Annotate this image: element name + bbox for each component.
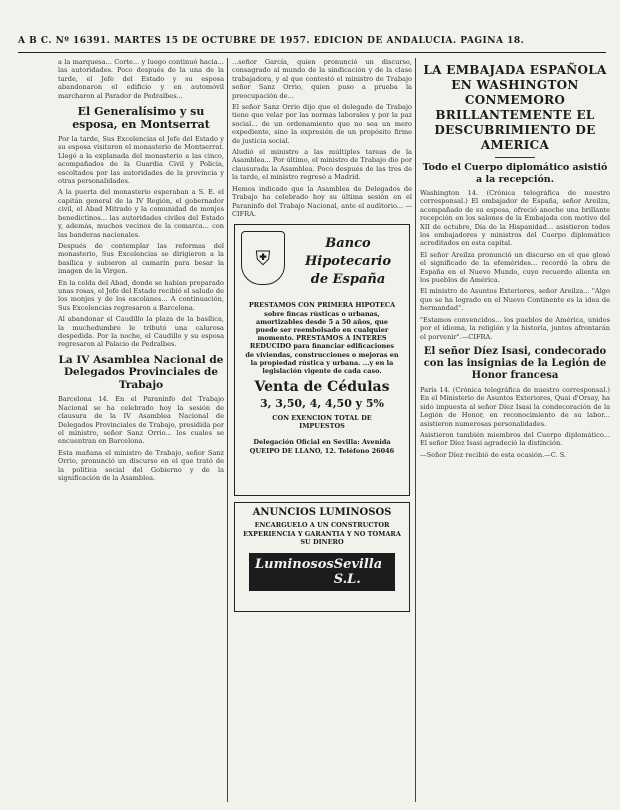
- paragraph: "Estamos convencidos... los pueblos de América, unidos por el idioma, la religión y la historia, juntos afrontarán el porvenir".—CIFRA.: [420, 315, 610, 341]
- headline-embajada: LA EMBAJADA ESPAÑOLA EN WASHINGTON CONMEMORO BRILLANTEMENTE EL DESCUBRIMIENTO DE AMERICA: [423, 63, 607, 152]
- column-1: [58, 58, 224, 804]
- paragraph: El señor Areilza pronunció un discurso en el que glosó el significado de la efemérides... recordó la obra de España en el Nuevo Mundo, cuyo recuerdo alienta en los pueblos de América.: [420, 250, 610, 285]
- column-divider: [415, 58, 416, 802]
- luminosos-logo: [249, 553, 395, 591]
- paragraph: Después de contemplar las reformas del monasterio, Sus Excelencias se dirigieron a la basílica y subieron al camarín para besar la imagen de la Virgen.: [58, 241, 224, 276]
- column-divider: [227, 58, 228, 802]
- paragraph: Esta mañana el ministro de Trabajo, señor Sanz Orrio, pronunció un discurso en el que trató de la política social del Gobierno y de la significación de la Asamblea.: [58, 448, 224, 482]
- page-header: A B C. Nº 16391. MARTES 15 DE OCTUBRE DE 1957. EDICION DE ANDALUCIA. PAGINA 18.: [18, 36, 525, 46]
- headline-diez-isasi: El señor Díez Isasi, condecorado con las insignias de la Legión de Honor francesa: [423, 345, 607, 381]
- paragraph: ...señor García, quien pronunció un discurso, consagrado al mundo de la sindicación y de la clase trabajadora, y al que contestó el ministro de Trabajo señor Sanz Orrio, quien puso a prueba la preocupación de...: [232, 58, 412, 100]
- paragraph: Hemos indicado que la Asamblea de Delegados de Trabajo ha celebrado hoy su última sesión en el Paraninfo del Trabajo Nacional, ante el auditorio... —CIFRA.: [232, 184, 412, 218]
- bank-name-line-1: Banco Hipotecario: [304, 236, 392, 270]
- headline-asamblea: La IV Asamblea Nacional de Delegados Provinciales de Trabajo: [58, 353, 224, 391]
- paragraph: Por la tarde, Sus Excelencias el Jefe del Estado y su esposa visitaron el monasterio de Montserrat. Llegó a la explanada del monasterio a las cinco, acompañados de la Guardia Civil y Policía, escoltados por las autoridades de la provincia y otras personalidades.: [58, 135, 224, 186]
- ad-rates: 3, 3,50, 4, 4,50 y 5%: [259, 397, 385, 411]
- logo-text-1: Luminosos: [255, 556, 334, 572]
- paragraph: Aludió el ministro a las múltiples tareas de la Asamblea... Por último, el ministro de Trabajo dio por clausurada la Asamblea. Poco después de las tres de la tarde, el ministro regresó a Madrid.: [232, 148, 412, 182]
- banco-hipotecario-ad: [234, 224, 410, 496]
- paragraph: a la marquesa... Corte... y luego continuó hacia... las autoridades. Poco después de la una de la tarde, el Jefe del Estado y su esposa abandonaron el edificio y en automóvil marcharon al Parador de Pedralbes...: [58, 58, 224, 100]
- ad-body: ENCARGUELO A UN CONSTRUCTOR EXPERIENCIA Y GARANTIA Y NO TOMARA SU DINERO: [243, 521, 401, 547]
- paragraph: Barcelona 14. En el Paraninfo del Trabajo Nacional se ha celebrado hoy la sesión de clausura de la IV Asamblea Nacional de Delegados Provinciales de Trabajo, presidida por el ministro, señor Sanz Orrio... los cuales se encuentran en Barcelona.: [58, 395, 224, 446]
- coat-of-arms-icon: ⛨: [241, 231, 285, 285]
- ad-address: Delegación Oficial en Sevilla: Avenida QUEIPO DE LLANO, 12. Teléfono 26046: [249, 438, 395, 455]
- paragraph: Al abandonar el Caudillo la plaza de la basílica, la muchedumbre le tributó una calurosa despedida. Por la noche, el Caudillo y su esposa regresaron al Palacio de Pedralbes.: [58, 315, 224, 349]
- anuncios-luminosos-ad: [234, 502, 410, 612]
- logo-text-2: Sevilla S.L.: [333, 556, 383, 587]
- ad-title: ANUNCIOS LUMINOSOS: [252, 507, 392, 519]
- paragraph: El señor Sanz Orrio dijo que el delegado de Trabajo tiene que velar por las normas laborales y por la paz social... de un ordenamiento que no sea un mero expediente, sino la expresión de un propósito firme de justicia social.: [232, 103, 412, 145]
- ad-body: PRESTAMOS CON PRIMERA HIPOTECA sobre fincas rústicas o urbanas, amortizables desde 5 a 50 años, que puede ser reembolsado en cualquier momento. PRESTAMOS A INTERES REDUCIDO para financiar edificaciones de viviendas, construcciones o mejoras en la propiedad rústica y urbana. ...y en la legislación vigente de cada caso.: [245, 301, 399, 375]
- paragraph: —Señor Díez recibió de esta ocasión.—C. S.: [420, 450, 567, 459]
- ad-tax-exemption: CON EXENCION TOTAL DE IMPUESTOS: [272, 414, 372, 431]
- paragraph: París 14. (Crónica telegráfica de nuestro corresponsal.) En el Ministerio de Asuntos Exteriores, Quai d'Orsay, ha sido impuesta al señor Díez Isasi la condecoración de la Legión de Honor, en reconocimiento de su labor... asistieron numerosas personalidades.: [420, 385, 610, 428]
- divider: [495, 157, 535, 158]
- paragraph: En la celda del Abad, donde se habían preparado unas rosas, el Jefe del Estado recibió el saludo de los monjes y de los escolanes... A continuación, Sus Excelencias regresaron a Barcelona.: [58, 278, 224, 312]
- column-3: [420, 58, 610, 804]
- ad-venta-heading: Venta de Cédulas: [254, 379, 390, 396]
- bank-name-line-2: de España: [310, 272, 386, 288]
- headline-montserrat: El Generalísimo y su esposa, en Montserrat: [72, 105, 210, 132]
- column-2: [232, 58, 412, 804]
- paragraph: Washington 14. (Crónica telegráfica de nuestro corresponsal.) El embajador de España, señor Areilza, acompañado de su esposa, ofreció anoche una brillante recepción en los salones de la Embajada con motivo del XII de octubre, Día de la Hispanidad... asistieron todos los embajadores y ministros del Cuerpo diplomático acreditados en esta capital.: [420, 189, 610, 248]
- paragraph: Asistieron también miembros del Cuerpo diplomático... El señor Díez Isasi agradeció la distinción.: [420, 430, 610, 448]
- paragraph: A la puerta del monasterio esperaban a S. E. el capitán general de la IV Región, el gobernador civil, el Abad Mitrado y la comunidad de monjes benedictinos... las autoridades civiles del Estado y, además, muchos vecinos de la comarca... con las banderas nacionales.: [58, 188, 224, 239]
- header-rule: [18, 52, 606, 53]
- paragraph: El ministro de Asuntos Exteriores, señor Areilza... "Algo que se ha logrado en el Nuevo Continente es la idea de hermandad".: [420, 287, 610, 313]
- subheadline: Todo el Cuerpo diplomático asistió a la recepción.: [422, 162, 608, 185]
- bank-name: [291, 229, 405, 289]
